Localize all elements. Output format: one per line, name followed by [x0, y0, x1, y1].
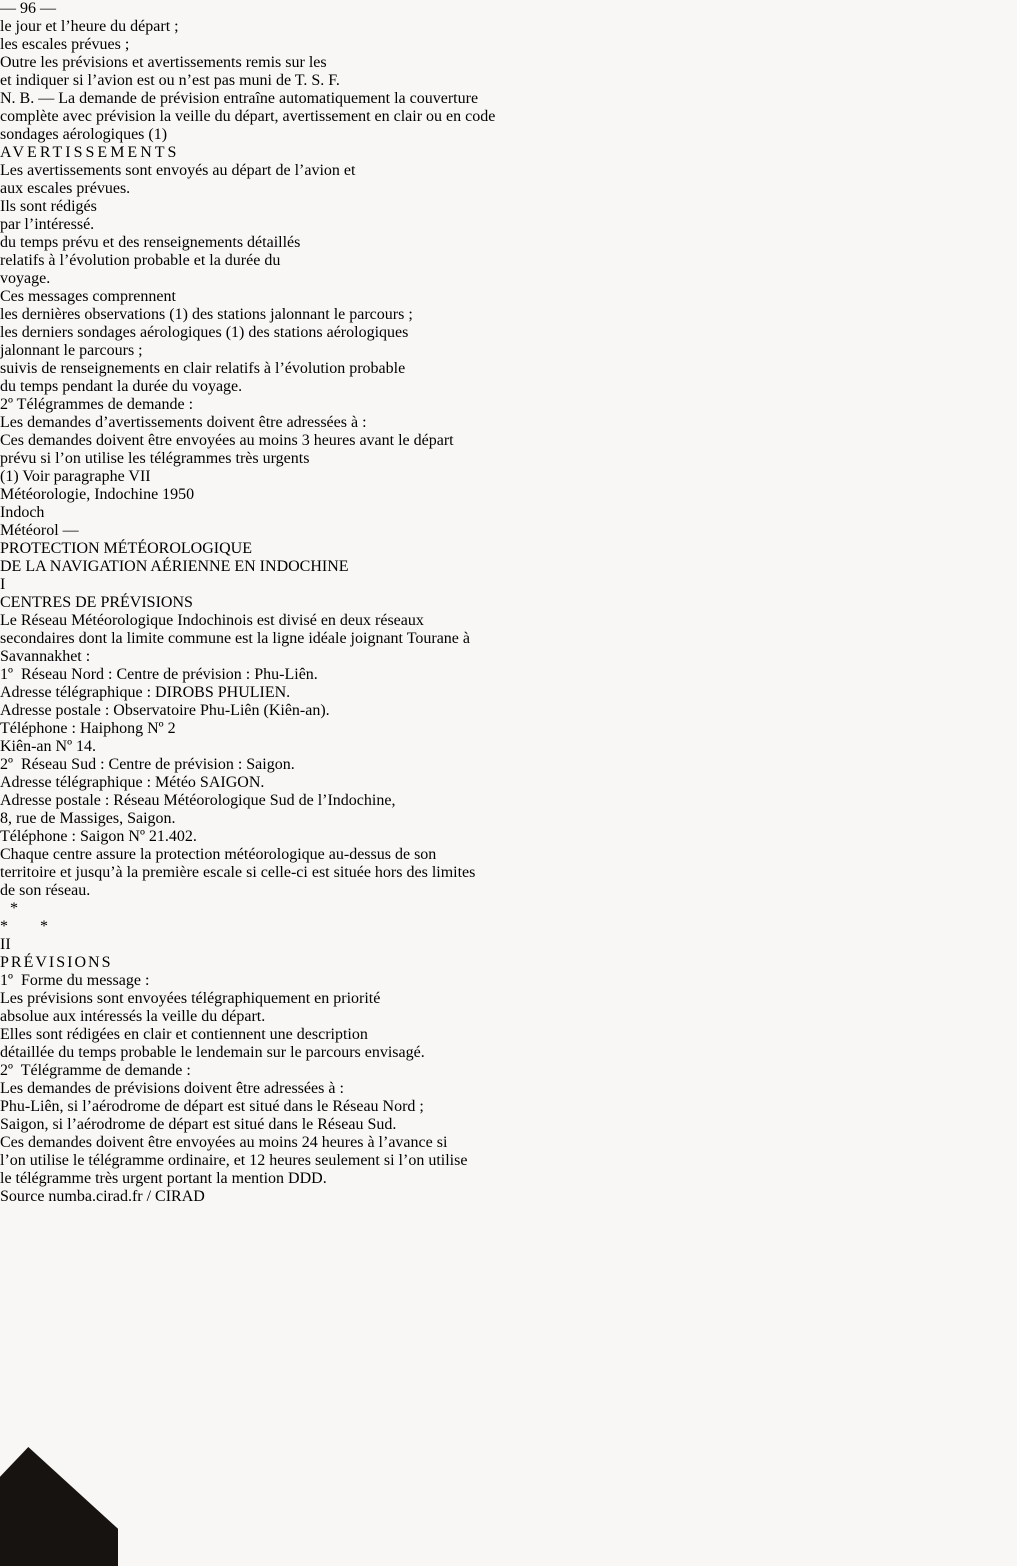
paragraph-line: détaillée du temps probable le lendemain sur le parcours envisagé. — [0, 1044, 425, 1061]
bleedthrough-line: Les demandes d’avertissements doivent être adressées à : — [0, 414, 367, 431]
asterism-bottom: * * — [0, 918, 62, 935]
list-item: Adresse télégraphique : DIROBS PHULIEN. — [0, 684, 291, 701]
bleedthrough-line: jalonnant le parcours ; — [0, 342, 143, 359]
list-item: Téléphone : Haiphong Nº 2 — [0, 720, 176, 737]
paragraph-line: Elles sont rédigées en clair et contiennent une description — [0, 1026, 368, 1043]
bleedthrough-line: et indiquer si l’avion est ou n’est pas muni de T. S. F. — [0, 72, 340, 89]
bleedthrough-line: 2º Télégrammes de demande : — [0, 396, 194, 413]
item-number: 1º — [0, 666, 13, 683]
item-number: 2º — [0, 1062, 13, 1079]
list-item: Adresse postale : Réseau Météorologique Sud de l’Indochine, — [0, 792, 396, 809]
bleedthrough-line: Les avertissements sont envoyés au départ de l’avion et — [0, 162, 356, 179]
paragraph-line — [0, 1098, 1017, 1116]
paragraph-line: territoire et jusqu’à la première escale si celle-ci est située hors des limites — [0, 864, 476, 881]
facing-page-strip — [0, 34, 30, 1492]
source-watermark: Source numba.cirad.fr / CIRAD — [0, 1188, 205, 1205]
list-item — [0, 1062, 1017, 1080]
page-title-line-1: PROTECTION MÉTÉOROLOGIQUE — [0, 540, 252, 557]
bleedthrough-line: les escales prévues ; — [0, 36, 130, 53]
section-1-numeral: I — [0, 576, 6, 593]
item-number: 1º — [0, 972, 13, 989]
bleedthrough-line: Ces demandes doivent être envoyées au moins 3 heures avant le départ — [0, 432, 454, 449]
handwritten-note: Météorol — — [0, 522, 79, 539]
bleedthrough-line: (1) Voir paragraphe VII — [0, 468, 151, 485]
bleedthrough-line: relatifs à l’évolution probable et la durée du — [0, 252, 281, 269]
section-2-numeral: II — [0, 936, 11, 953]
item-text: si l’aérodrome de départ est situé dans le Réseau Sud. — [52, 1116, 397, 1133]
item-text: Centre de prévision : Phu-Liên. — [116, 666, 318, 683]
bleedthrough-line: Ces messages comprennent — [0, 288, 176, 305]
paragraph-line: Chaque centre assure la protection météorologique au-dessus de son — [0, 846, 437, 863]
bleedthrough-line: N. B. — La demande de prévision entraîne automatiquement la couverture — [0, 90, 479, 107]
list-item: Adresse postale : Observatoire Phu-Liên (Kiên-an). — [0, 702, 330, 719]
paragraph-line: absolue aux intéressés la veille du départ. — [0, 1008, 266, 1025]
bleedthrough-line: les derniers sondages aérologiques (1) des stations aérologiques — [0, 324, 409, 341]
network-name: Réseau Nord : — [20, 666, 113, 683]
bleedthrough-line: Outre les prévisions et avertissements remis sur les — [0, 54, 327, 71]
list-item: Téléphone : Saigon Nº 21.402. — [0, 828, 197, 845]
list-item: Adresse télégraphique : Météo SAIGON. — [0, 774, 265, 791]
bleedthrough-line: suivis de renseignements en clair relatifs à l’évolution probable — [0, 360, 406, 377]
bleedthrough-page-number: — 96 — — [0, 0, 56, 17]
list-item — [0, 972, 1017, 990]
item-label: Forme du message : — [20, 972, 150, 989]
paragraph-line: secondaires dont la limite commune est la ligne idéale joignant Tourane à — [0, 630, 470, 647]
paragraph-line: de son réseau. — [0, 882, 91, 899]
bleedthrough-line: sondages aérologiques (1) — [0, 126, 168, 143]
bleedthrough-line: du temps prévu et des renseignements détaillés — [0, 234, 301, 251]
paragraph-line: Le Réseau Météorologique Indochinois est divisé en deux réseaux — [0, 612, 424, 629]
paragraph-line: l’on utilise le télégramme ordinaire, et 12 heures seulement si l’on utilise — [0, 1152, 468, 1169]
paragraph-line — [0, 1116, 1017, 1134]
bleedthrough-line: prévu si l’on utilise les télégrammes très urgents — [0, 450, 310, 467]
place-name: Saigon, — [0, 1116, 49, 1133]
paragraph-line: Les prévisions sont envoyées télégraphiquement en priorité — [0, 990, 381, 1007]
paragraph-line: le télégramme très urgent portant la mention DDD. — [0, 1170, 327, 1187]
item-text: Centre de prévision : Saigon. — [108, 756, 295, 773]
bleedthrough-line: les dernières observations (1) des stations jalonnant le parcours ; — [0, 306, 413, 323]
bleedthrough-line: par l’intéressé. — [0, 216, 95, 233]
section-2-heading: PRÉVISIONS — [0, 954, 113, 971]
item-text: si l’aérodrome de départ est situé dans le Réseau Nord ; — [67, 1098, 424, 1115]
printed-content — [0, 540, 1017, 1188]
bleedthrough-line: Ils sont rédigés — [0, 198, 97, 215]
item-label: Télégramme de demande : — [20, 1062, 191, 1079]
bleedthrough-line: le jour et l’heure du départ ; — [0, 18, 179, 35]
asterism-divider — [0, 900, 1017, 936]
paragraph-line: Savannakhet : — [0, 648, 91, 665]
bleedthrough-line: complète avec prévision la veille du départ, avertissement en clair ou en code — [0, 108, 496, 125]
bleedthrough-layer — [0, 0, 1017, 486]
handwritten-note: Météorologie, Indochine 1950 — [0, 486, 195, 503]
paragraph-line: Les demandes de prévisions doivent être adressées à : — [0, 1080, 344, 1097]
paragraph-line: Ces demandes doivent être envoyées au moins 24 heures à l’avance si — [0, 1134, 448, 1151]
list-item — [0, 756, 1017, 774]
list-item — [0, 666, 1017, 684]
network-name: Réseau Sud : — [20, 756, 105, 773]
list-item: 8, rue de Massiges, Saigon. — [0, 810, 176, 827]
section-1-heading: CENTRES DE PRÉVISIONS — [0, 594, 193, 611]
bleedthrough-line: voyage. — [0, 270, 51, 287]
asterism-top: * — [10, 900, 18, 917]
bleedthrough-line: du temps pendant la durée du voyage. — [0, 378, 243, 395]
handwritten-note: Indoch — [0, 504, 45, 521]
list-item: Kiên-an Nº 14. — [0, 738, 97, 755]
page-title-line-2: DE LA NAVIGATION AÉRIENNE EN INDOCHINE — [0, 558, 349, 575]
place-name: Phu-Liên, — [0, 1098, 64, 1115]
bleedthrough-line: AVERTISSEMENTS — [0, 144, 180, 161]
bleedthrough-line: aux escales prévues. — [0, 180, 131, 197]
item-number: 2º — [0, 756, 13, 773]
